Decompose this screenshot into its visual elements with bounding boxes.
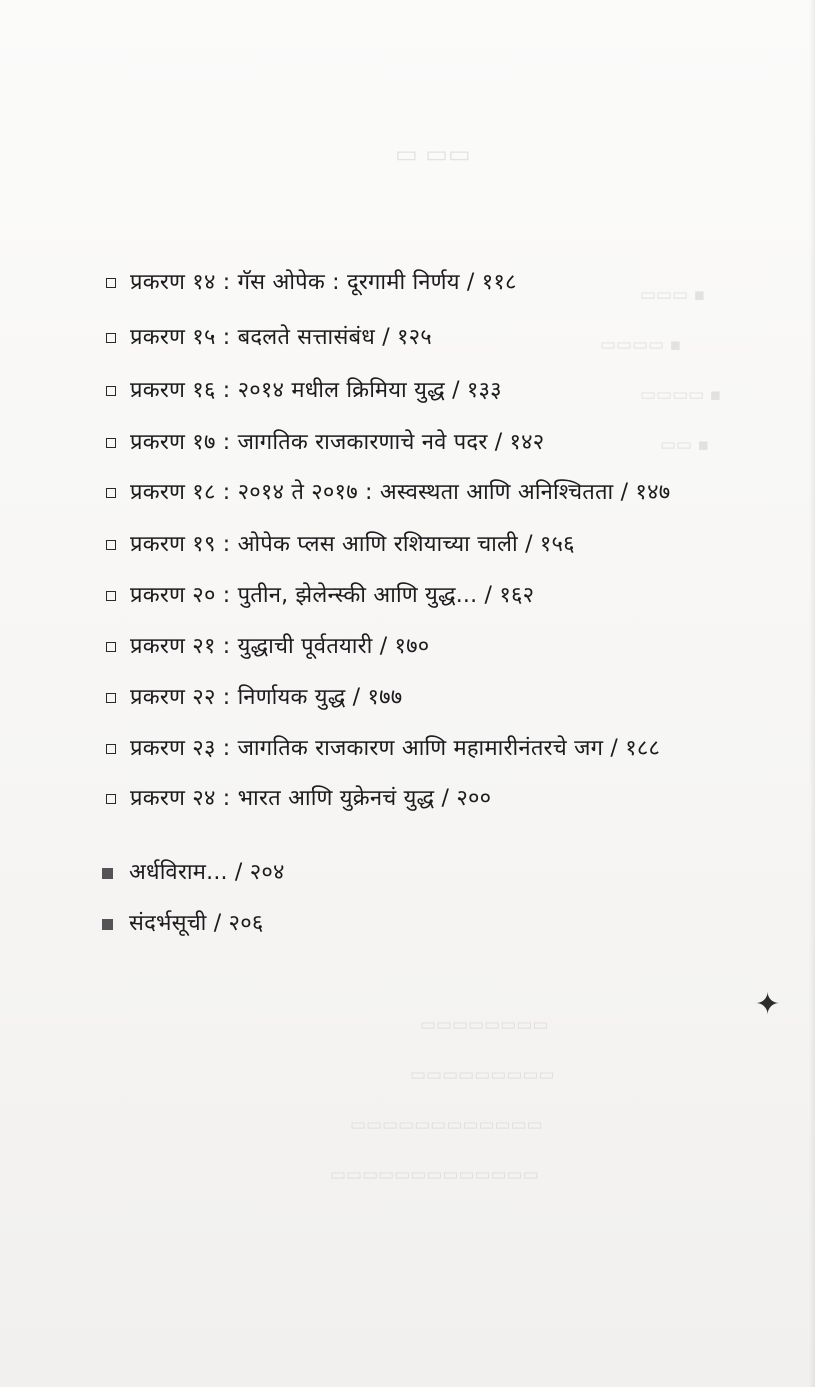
checkbox-outline-icon — [106, 278, 116, 288]
toc-chapter-17[interactable] — [106, 428, 544, 458]
page-edge-shadow — [809, 0, 815, 1387]
toc-extra-sandarbhsuchi[interactable] — [102, 909, 263, 939]
toc-extra-ardhaviram[interactable] — [102, 858, 285, 888]
toc-entry-label: प्रकरण २१ : युद्धाची पूर्वतयारी / १७० — [130, 634, 430, 659]
bleed-through-text: ▭▭▭▭▭▭▭▭▭ — [410, 1065, 555, 1085]
toc-chapter-16[interactable] — [106, 376, 502, 406]
checkbox-outline-icon — [106, 386, 116, 396]
toc-chapter-23[interactable] — [106, 734, 660, 764]
toc-chapter-21[interactable] — [106, 632, 429, 662]
toc-chapter-22[interactable] — [106, 683, 402, 713]
toc-entry-label: प्रकरण २४ : भारत आणि युक्रेनचं युद्ध / २०० — [130, 786, 492, 811]
bleed-through-text: ▭▭▭ ▪ — [640, 285, 706, 305]
checkbox-outline-icon — [106, 591, 116, 601]
checkbox-outline-icon — [106, 794, 116, 804]
checkbox-outline-icon — [106, 744, 116, 754]
filled-square-icon — [102, 868, 113, 879]
toc-entry-label: प्रकरण २३ : जागतिक राजकारण आणि महामारीनंतरचे जग / १८८ — [130, 736, 661, 761]
filled-square-icon — [102, 919, 113, 930]
toc-entry-label: प्रकरण १६ : २०१४ मधील क्रिमिया युद्ध / १३३ — [130, 378, 502, 403]
four-point-star-icon: ✦ — [755, 987, 781, 1022]
bleed-through-text: ▭▭▭▭ ▪ — [640, 385, 722, 405]
toc-entry-label: प्रकरण २० : पुतीन, झेलेन्स्की आणि युद्ध... / १६२ — [130, 583, 535, 608]
bleed-through-text: ▭▭▭▭▭▭▭▭▭▭▭▭▭ — [330, 1165, 539, 1185]
toc-entry-label: प्रकरण २२ : निर्णायक युद्ध / १७७ — [130, 685, 403, 710]
toc-entry-label: प्रकरण १४ : गॅस ओपेक : दूरगामी निर्णय / ११८ — [130, 270, 517, 295]
toc-chapter-24[interactable] — [106, 784, 491, 814]
checkbox-outline-icon — [106, 438, 116, 448]
toc-chapter-20[interactable] — [106, 581, 534, 611]
bleed-through-text: ▭▭▭▭ ▪ — [600, 335, 682, 355]
bleed-through-text: ▭ ▭▭ — [395, 140, 471, 168]
toc-entry-label: प्रकरण १७ : जागतिक राजकारणाचे नवे पदर / १४२ — [130, 430, 545, 455]
toc-entry-label: संदर्भसूची / २०६ — [129, 911, 264, 936]
checkbox-outline-icon — [106, 693, 116, 703]
checkbox-outline-icon — [106, 488, 116, 498]
checkbox-outline-icon — [106, 642, 116, 652]
toc-entry-label: प्रकरण १९ : ओपेक प्लस आणि रशियाच्या चाली / १५६ — [130, 532, 575, 557]
bleed-through-text: ▭▭ ▪ — [660, 435, 710, 455]
checkbox-outline-icon — [106, 333, 116, 343]
toc-chapter-15[interactable] — [106, 323, 432, 353]
checkbox-outline-icon — [106, 540, 116, 550]
toc-chapter-19[interactable] — [106, 530, 575, 560]
toc-chapter-14[interactable] — [106, 268, 517, 298]
toc-entry-label: अर्धविराम... / २०४ — [129, 860, 285, 885]
bleed-through-text: ▭▭▭▭▭▭▭▭ — [420, 1015, 549, 1035]
toc-chapter-18[interactable] — [106, 478, 670, 508]
bleed-through-text: ▭▭▭▭▭▭▭▭▭▭▭▭ — [350, 1115, 543, 1135]
toc-entry-label: प्रकरण १८ : २०१४ ते २०१७ : अस्वस्थता आणि अनिश्चितता / १४७ — [130, 480, 671, 505]
toc-entry-label: प्रकरण १५ : बदलते सत्तासंबंध / १२५ — [130, 325, 432, 350]
